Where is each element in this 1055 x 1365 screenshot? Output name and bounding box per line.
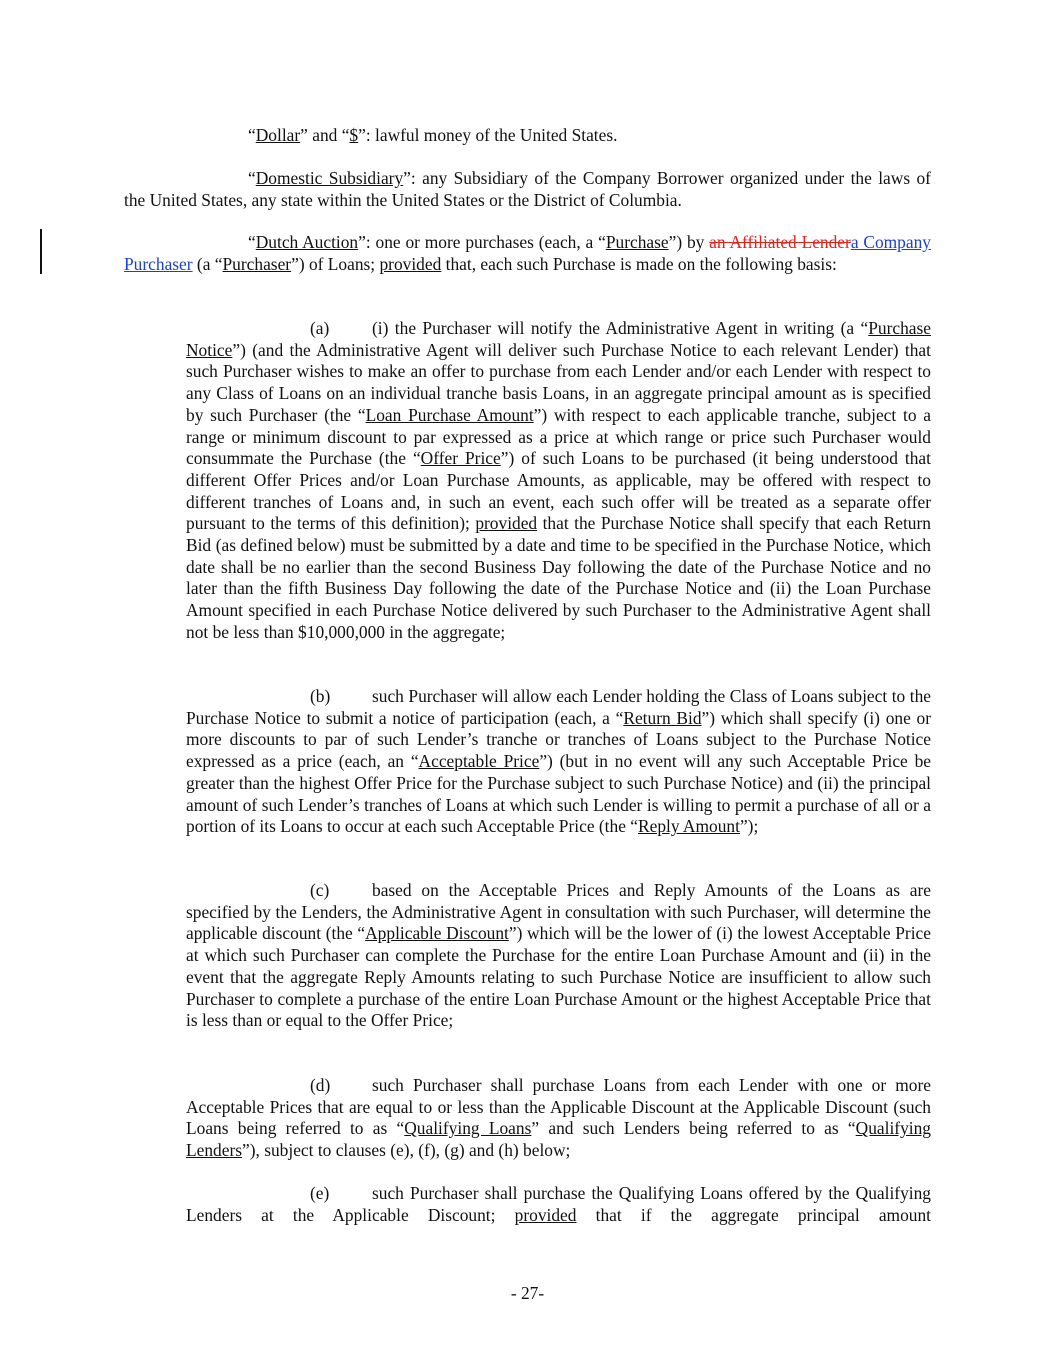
definition-text: ”: one or more purchases (each, a “ [358,232,606,252]
clause-b [186,686,931,838]
defined-term-purchase-notice: Purchase Notice [186,318,931,360]
clause-text: ” and such Lenders being referred to as “ [531,1118,856,1139]
clause-text: ”) with respect to each applicable tranche, subject to a range or minimum discount to par expressed as a price at which range or price such Purchaser would consummate the Purchase (the “ [186,404,931,469]
clause-e [186,1183,931,1226]
clause-text: that if the aggregate principal amount [576,1204,932,1225]
defined-term-dollar-sign: $ [349,125,359,145]
provided-term: provided [379,253,442,274]
quote-open: “ [248,232,256,252]
defined-term-reply-amount: Reply Amount [638,816,740,837]
clause-label: (d) [310,1075,331,1095]
clause-text: such Purchaser shall purchase the Qualifying Loans offered by the Qualifying Lenders at the Applicable Discount; [186,1183,931,1225]
defined-term-qualifying-lenders: Qualifying Lenders [186,1118,932,1161]
defined-term-offer-price: Offer Price [420,448,501,469]
revision-change-bar [40,229,42,274]
clause-c [186,880,931,1032]
clause-text: ”) of such Loans to be purchased (it being understood that different Offer Prices and/or Loan Purchase Amounts, as applicable, may be offered with respect to different tranches of Loans and, in such an event, each such offer will be treated as a separate offer pursuant to the terms of this definition); [186,448,931,534]
clause-d [186,1075,931,1162]
quote-open: “ [248,125,256,145]
clause-text: ”); [739,816,759,837]
defined-term-dollar: Dollar [255,125,301,145]
clause-text: that the Purchase Notice shall specify that each Return Bid (as defined below) must be submitted by a date and time to be specified in the Purchase Notice, which date shall be no earlier than the second Business Day following the date of the Purchase Notice and no later than the fifth Business Day following the date of the Purchase Notice and (ii) the Loan Purchase Amount specified in each Purchase Notice delivered by such Purchaser to the Administrative Agent shall not be less than $10,000,000 in the aggregate; [186,513,931,642]
definition-dutch-auction [124,232,931,275]
definition-text: ”: lawful money of the United States. [358,125,618,145]
clause-text: ”) (and the Administrative Agent will deliver such Purchase Notice to each relevant Lender) that such Purchaser wishes to make an offer to purchase from each Lender and/or each Lender with respect to any Class of Loans on an individual tranche basis Loans, in an aggregate principal amount as is specified by such Purchaser (the “ [186,339,931,425]
provided-term: provided [475,513,538,534]
page-number: - 27- [510,1283,545,1303]
defined-term-purchaser: Purchaser [222,253,292,274]
defined-term-acceptable-price: Acceptable Price [418,751,540,772]
clause-a [186,318,931,644]
clause-text: such Purchaser will allow each Lender holding the Class of Loans subject to the Purchase Notice to submit a notice of participation (each, a “ [186,686,931,728]
definition-text: that, each such Purchase is made on the following basis: [441,253,837,274]
clause-text: ”) (but in no event will any such Acceptable Price be greater than the highest Offer Price for the Purchase subject to such Purchase Notice) and (ii) the principal amount of such Lender’s tranches of Loans at which such Lender is willing to permit a purchase of all or a portion of its Loans to occur at each such Acceptable Price (the “ [186,751,931,837]
definition-text: ”: any Subsidiary of the Company Borrower organized under the laws of the United States, any state within the United States or the District of Columbia. [124,168,931,210]
clause-text: ”), subject to clauses (e), (f), (g) and (h) below; [242,1140,571,1161]
defined-term-return-bid: Return Bid [623,707,702,728]
clause-label: (a) [310,318,330,338]
provided-term: provided [514,1204,577,1225]
clause-text: such Purchaser shall purchase Loans from each Lender with one or more Acceptable Prices that are equal to or less than the Applicable Discount at the Applicable Discount (such Loans being referred to as “ [186,1075,931,1139]
deleted-text: an Affiliated Lender [709,232,851,252]
definition-text: (a “ [192,253,223,274]
quote-open: “ [248,168,256,188]
definition-text: ”) of Loans; [291,253,380,274]
definition-dollar [124,125,931,147]
clause-text: ”) which shall specify (i) one or more discounts to par of such Lender’s tranche or tranches of Loans subject to the Purchase Notice expressed as a price (each, an “ [186,707,932,772]
defined-term-applicable-discount: Applicable Discount [365,923,509,944]
clause-text: ”) which will be the lower of (i) the lowest Acceptable Price at which such Purchaser can complete the Purchase for the entire Loan Purchase Amount and (ii) in the event that the aggregate Reply Amounts relating to such Purchase Notice are insufficient to allow such Purchaser to complete a purchase of the entire Loan Purchase Amount or the highest Acceptable Price that is less than or equal to the Offer Price; [186,923,931,1031]
clause-label: (b) [310,686,331,706]
clause-label: (c) [310,880,330,900]
definition-text: ” and “ [300,125,350,145]
clause-text: (i) the Purchaser will notify the Administrative Agent in writing (a “ [372,318,869,338]
defined-term-dutch-auction: Dutch Auction [255,232,359,252]
defined-term-purchase: Purchase [605,232,669,252]
definition-domestic-subsidiary [124,168,931,211]
defined-term-qualifying-loans: Qualifying Loans [404,1118,532,1139]
inserted-text: a Company Purchaser [124,232,931,274]
defined-term-domestic-subsidiary: Domestic Subsidiary [255,168,404,188]
definition-text: ”) by [668,232,710,252]
clause-label: (e) [310,1183,330,1203]
defined-term-loan-purchase-amount: Loan Purchase Amount [365,404,534,425]
clause-text: based on the Acceptable Prices and Reply Amounts of the Loans as are specified by the Lenders, the Administrative Agent in consultation with such Purchaser, will determine the applicable discount (the “ [186,880,931,944]
